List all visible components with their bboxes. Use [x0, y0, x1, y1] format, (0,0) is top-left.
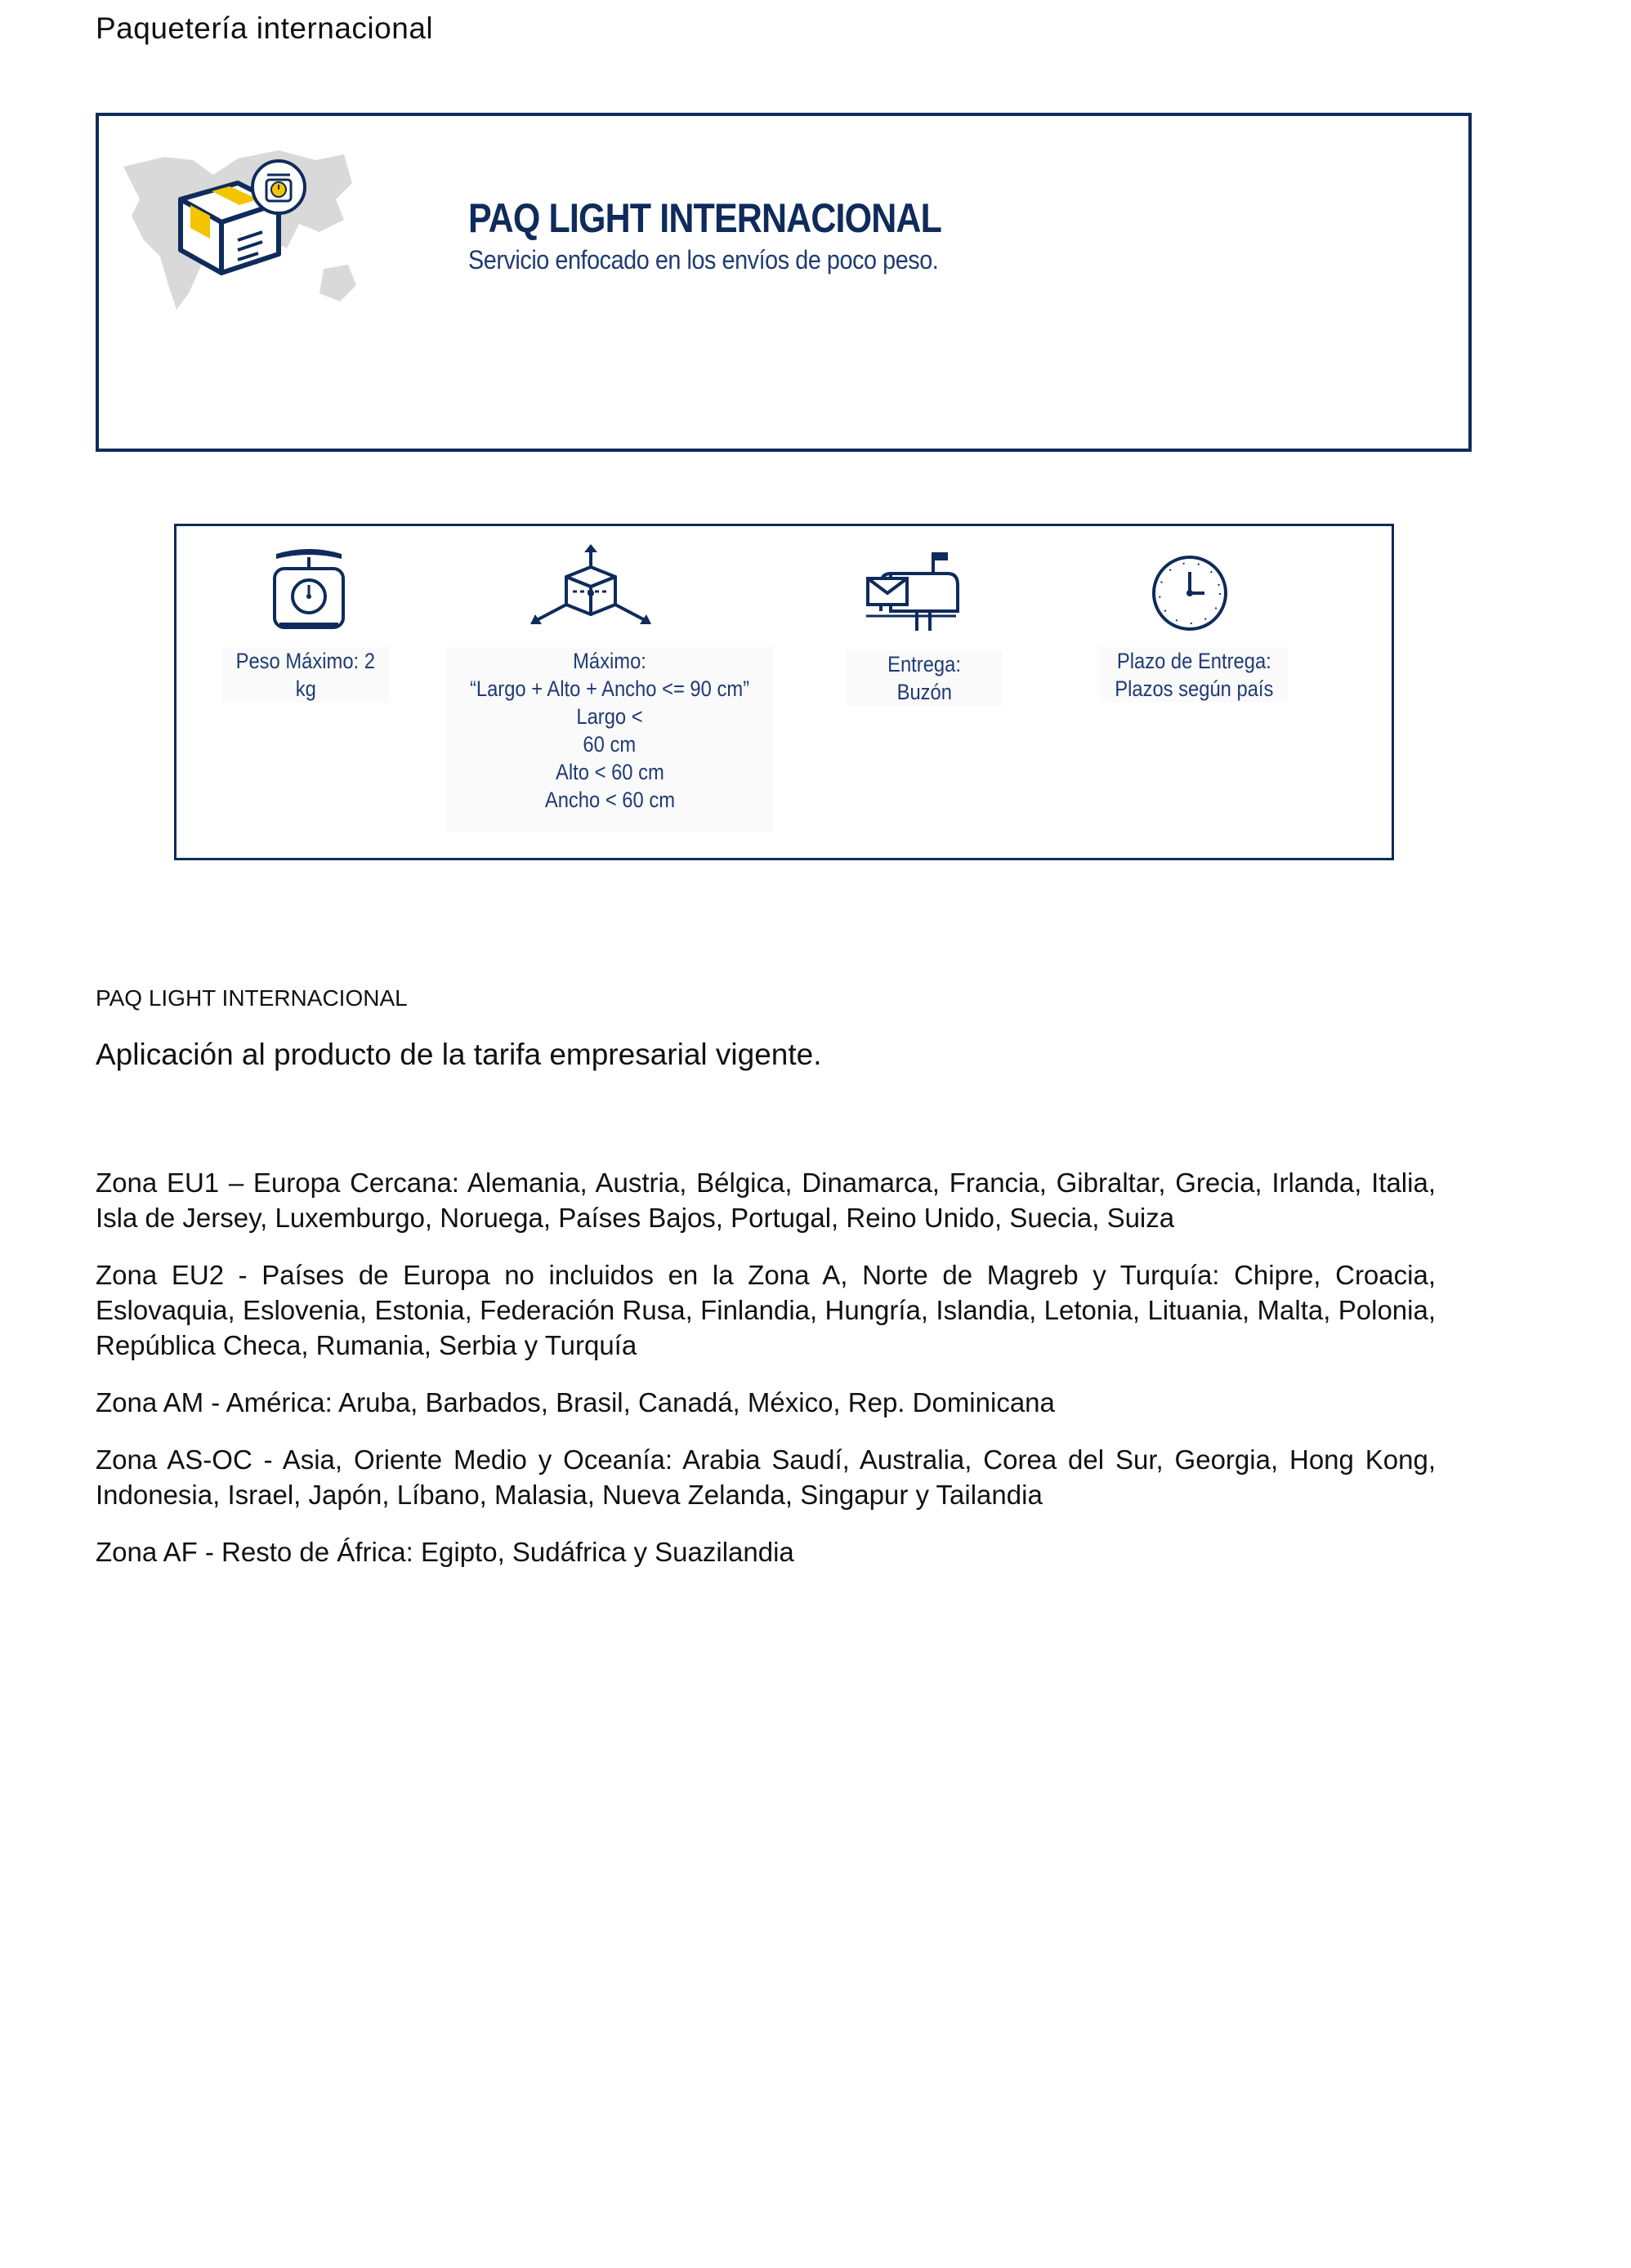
- spec-weight: [222, 647, 389, 703]
- spec-timeframe: [1100, 647, 1288, 703]
- zone-as-oc: Zona AS-OC - Asia, Oriente Medio y Oceanía: Arabia Saudí, Australia, Corea del Sur, Georgia, Hong Kong, Indonesia, Israel, Japón, Líbano, Malasia, Nueva Zelanda, Singapur y Tailandia: [96, 1444, 1436, 1510]
- spec-timeframe-line-2: Plazos según país: [1114, 676, 1274, 701]
- clock-icon: [1151, 554, 1229, 632]
- zone-am: Zona AM - América: Aruba, Barbados, Brasil, Canadá, México, Rep. Dominicana: [96, 1387, 1055, 1418]
- spec-dimensions-line-3: 60 cm: [583, 732, 637, 757]
- mailbox-icon: [866, 549, 960, 631]
- spec-dimensions-line-1: Máximo:: [573, 649, 646, 673]
- spec-dimensions-line-5: Ancho < 60 cm: [544, 788, 675, 812]
- page-header: Paquetería internacional: [96, 11, 434, 45]
- spec-weight-line-2: kg: [295, 676, 316, 701]
- zone-eu2: Zona EU2 - Países de Europa no incluidos en la Zona A, Norte de Magreb y Turquía: Chipre, Croacia, Eslovaquia, Eslovenia, Estonia, Federación Rusa, Finlandia, Hungría, Islandia, Letonia, Lituania, Malta, Polonia, República Checa, Rumania, Serbia y Turquía: [96, 1260, 1436, 1360]
- section-label: PAQ LIGHT INTERNACIONAL: [96, 985, 408, 1011]
- zone-list: [96, 1165, 1436, 1592]
- product-banner: [96, 113, 1472, 452]
- scale-badge-icon: [252, 161, 305, 213]
- spec-timeframe-line-1: Plazo de Entrega:: [1116, 649, 1271, 673]
- spec-dimensions: [446, 647, 773, 832]
- spec-weight-line-1: Peso Máximo: 2: [235, 649, 376, 673]
- section-intro: Aplicación al producto de la tarifa empresarial vigente.: [96, 1038, 822, 1071]
- specs-panel: [174, 524, 1394, 860]
- scale-icon: [268, 544, 350, 634]
- zone-eu1: Zona EU1 – Europa Cercana: Alemania, Austria, Bélgica, Dinamarca, Francia, Gibraltar, Grecia, Irlanda, Italia, Isla de Jersey, Luxemburgo, Noruega, Países Bajos, Portugal, Reino Unido, Suecia, Suiza: [96, 1167, 1436, 1233]
- spec-delivery-line-1: Entrega:: [887, 652, 961, 676]
- spec-delivery-line-2: Buzón: [896, 680, 952, 704]
- spec-delivery: [847, 650, 1002, 706]
- product-title: PAQ LIGHT INTERNACIONAL: [468, 195, 942, 241]
- zone-af: Zona AF - Resto de África: Egipto, Sudáfrica y Suazilandia: [96, 1537, 794, 1567]
- world-map-icon: [115, 142, 360, 314]
- box-dimensions-icon: [525, 544, 656, 634]
- product-subtitle: Servicio enfocado en los envíos de poco peso.: [468, 245, 939, 275]
- spec-dimensions-line-2: “Largo + Alto + Ancho <= 90 cm” Largo <: [469, 676, 750, 729]
- spec-dimensions-line-4: Alto < 60 cm: [555, 760, 664, 784]
